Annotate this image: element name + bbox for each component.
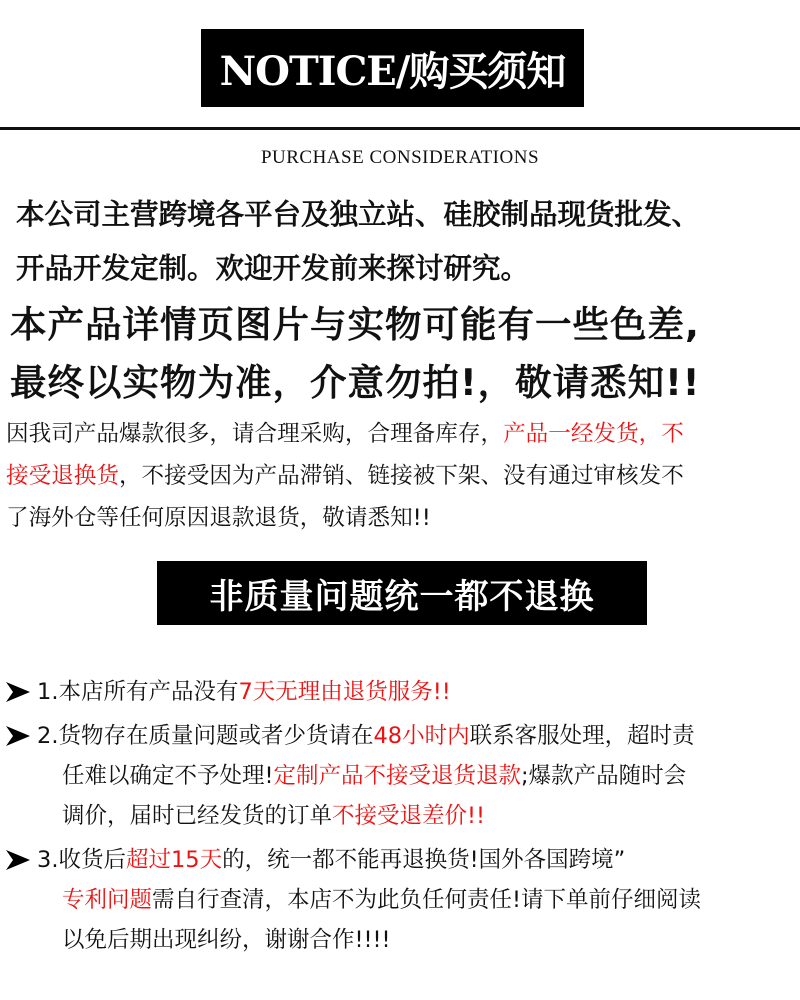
- rule-text: ;爆款产品随时会: [521, 763, 687, 789]
- rule-text: 的，统一都不能再退换货!国外各国跨境”: [222, 847, 626, 873]
- rule-highlight: 不接受退差价!!: [332, 803, 486, 829]
- rule-3: [0, 840, 800, 960]
- rule-text: 1.本店所有产品没有: [37, 679, 239, 705]
- intro-line-1: 本公司主营跨境各平台及独立站、硅胶制品现货批发、: [16, 198, 701, 231]
- policy-text: 因我司产品爆款很多，请合理采购，合理备库存，: [6, 421, 504, 447]
- policy-line-1: [6, 413, 796, 455]
- rule-text: 调价，届时已经发货的订单: [62, 803, 333, 829]
- color-difference-warning: [10, 296, 795, 412]
- rule-1-line-1: [37, 672, 451, 712]
- rule-2-line-1: [37, 716, 695, 756]
- arrow-right-icon: [4, 680, 32, 704]
- rule-highlight: 48小时内: [373, 723, 470, 749]
- rule-highlight: 超过15天: [125, 847, 223, 873]
- rule-text: 3.收货后: [37, 847, 126, 873]
- policy-text: 了海外仓等任何原因退款退货，敬请悉知!!: [6, 505, 431, 531]
- intro-line-2: 开品开发定制。欢迎开发前来探讨研究。: [16, 252, 530, 285]
- rule-text: 2.货物存在质量问题或者少货请在: [37, 723, 374, 749]
- rule-text: 以免后期出现纠纷，谢谢合作!!!!: [62, 927, 391, 953]
- rule-text: 联系客服处理，超时责: [469, 723, 695, 749]
- policy-line-2: [6, 455, 796, 497]
- notice-title-box: [201, 29, 584, 107]
- rule-text: 需自行查清，本店不为此负任何责任!请下单前仔细阅读: [152, 887, 702, 913]
- warning-line-2: 最终以实物为准，介意勿拍!，敬请悉知!!: [10, 361, 701, 404]
- rule-3-line-2: [62, 880, 701, 920]
- header-divider: [0, 127, 800, 130]
- rule-highlight: 7天无理由退货服务!!: [238, 679, 451, 705]
- rule-2: [0, 716, 800, 836]
- notice-title: NOTICE/购买须知: [219, 47, 566, 95]
- no-return-banner: [157, 561, 647, 625]
- rule-1: [0, 672, 800, 712]
- arrow-right-icon: [4, 724, 32, 748]
- arrow-right-icon: [4, 848, 32, 872]
- policy-highlight: 接受退换货: [6, 463, 119, 489]
- warning-line-1: 本产品详情页图片与实物可能有一些色差,: [10, 303, 700, 346]
- rule-text: 任难以确定不予处理!: [62, 763, 274, 789]
- policy-line-3: [6, 497, 796, 539]
- policy-highlight: 产品一经发货，不: [503, 421, 684, 447]
- policy-text: ，不接受因为产品滞销、链接被下架、没有通过审核发不: [118, 463, 684, 489]
- return-policy-paragraph: [6, 413, 796, 539]
- purchase-considerations-subtitle: PURCHASE CONSIDERATIONS: [260, 147, 540, 168]
- rule-2-line-3: [62, 796, 485, 836]
- rule-3-line-3: [62, 920, 391, 960]
- company-intro: [16, 188, 796, 296]
- rule-highlight: 专利问题: [62, 887, 153, 913]
- banner-text: 非质量问题统一都不退换: [209, 576, 595, 617]
- rule-highlight: 定制产品不接受退货退款: [273, 763, 522, 789]
- rule-3-line-1: [37, 840, 625, 880]
- rule-2-line-2: [62, 756, 686, 796]
